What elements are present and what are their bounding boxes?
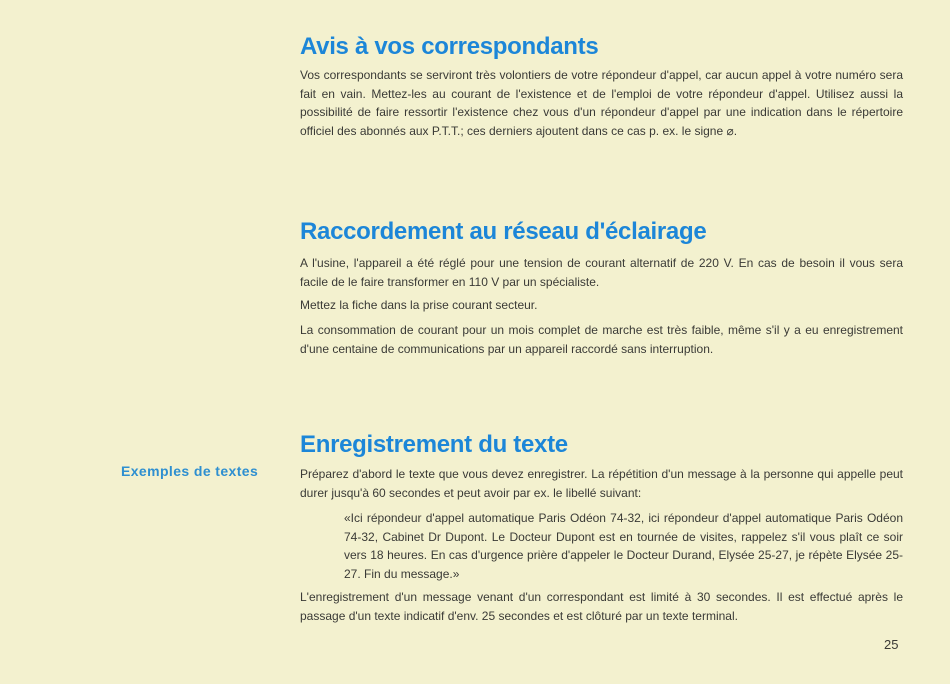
paragraph-correspondants: Vos correspondants se serviront très volontiers de votre répondeur d'appel, car aucun appel à votre numéro sera fait en vain. Mettez-les au courant de l'existence et de l'emploi de votre répondeur d'appel. Utilisez aussi la possibilité de faire ressortir l'existence chez vous d'un répondeur d'appel par une indication dans le répertoire officiel des abonnés aux P.T.T.; ces derniers ajoutent dans ce cas p. ex. le signe ⌀. (300, 68, 903, 138)
paragraph-tension: A l'usine, l'appareil a été réglé pour une tension de courant alternatif de 220 V. En cas de besoin il vous sera facile de le faire transformer en 110 V par un spécialiste. (300, 256, 903, 289)
paragraph-fiche: Mettez la fiche dans la prise courant secteur. (300, 298, 538, 312)
paragraph-limite: L'enregistrement d'un message venant d'un correspondant est limité à 30 secondes. Il est effectué après le passage d'un texte indicatif d'env. 25 secondes et est clôturé par un texte terminal. (300, 590, 903, 623)
section-heading-enregistrement: Enregistrement du texte (300, 431, 568, 458)
example-quote: «Ici répondeur d'appel automatique Paris Odéon 74-32, ici répondeur d'appel automatique Paris Odéon 74-32, Cabinet Dr Dupont. Le Docteur Dupont est en tournée de visites, rappelez s'il vous plaît ce soir vers 18 heures. En cas d'urgence prière d'appeler le Docteur Durand, Elysée 25-27, je répète Elysée 25-27. Fin du message.» (344, 511, 903, 581)
page-number: 25 (884, 637, 899, 652)
paragraph-preparez: Préparez d'abord le texte que vous devez enregistrer. La répétition d'un message à la personne qui appelle peut durer jusqu'à 60 secondes et peut avoir par ex. le libellé suivant: (300, 467, 903, 500)
section-heading-correspondants: Avis à vos correspondants (300, 33, 599, 60)
section-heading-raccordement: Raccordement au réseau d'éclairage (300, 218, 707, 245)
side-label-exemples: Exemples de textes (121, 463, 259, 479)
paragraph-consommation: La consommation de courant pour un mois complet de marche est très faible, même s'il y a eu enregistrement d'une centaine de communications par un appareil raccordé sans interruption. (300, 323, 903, 356)
